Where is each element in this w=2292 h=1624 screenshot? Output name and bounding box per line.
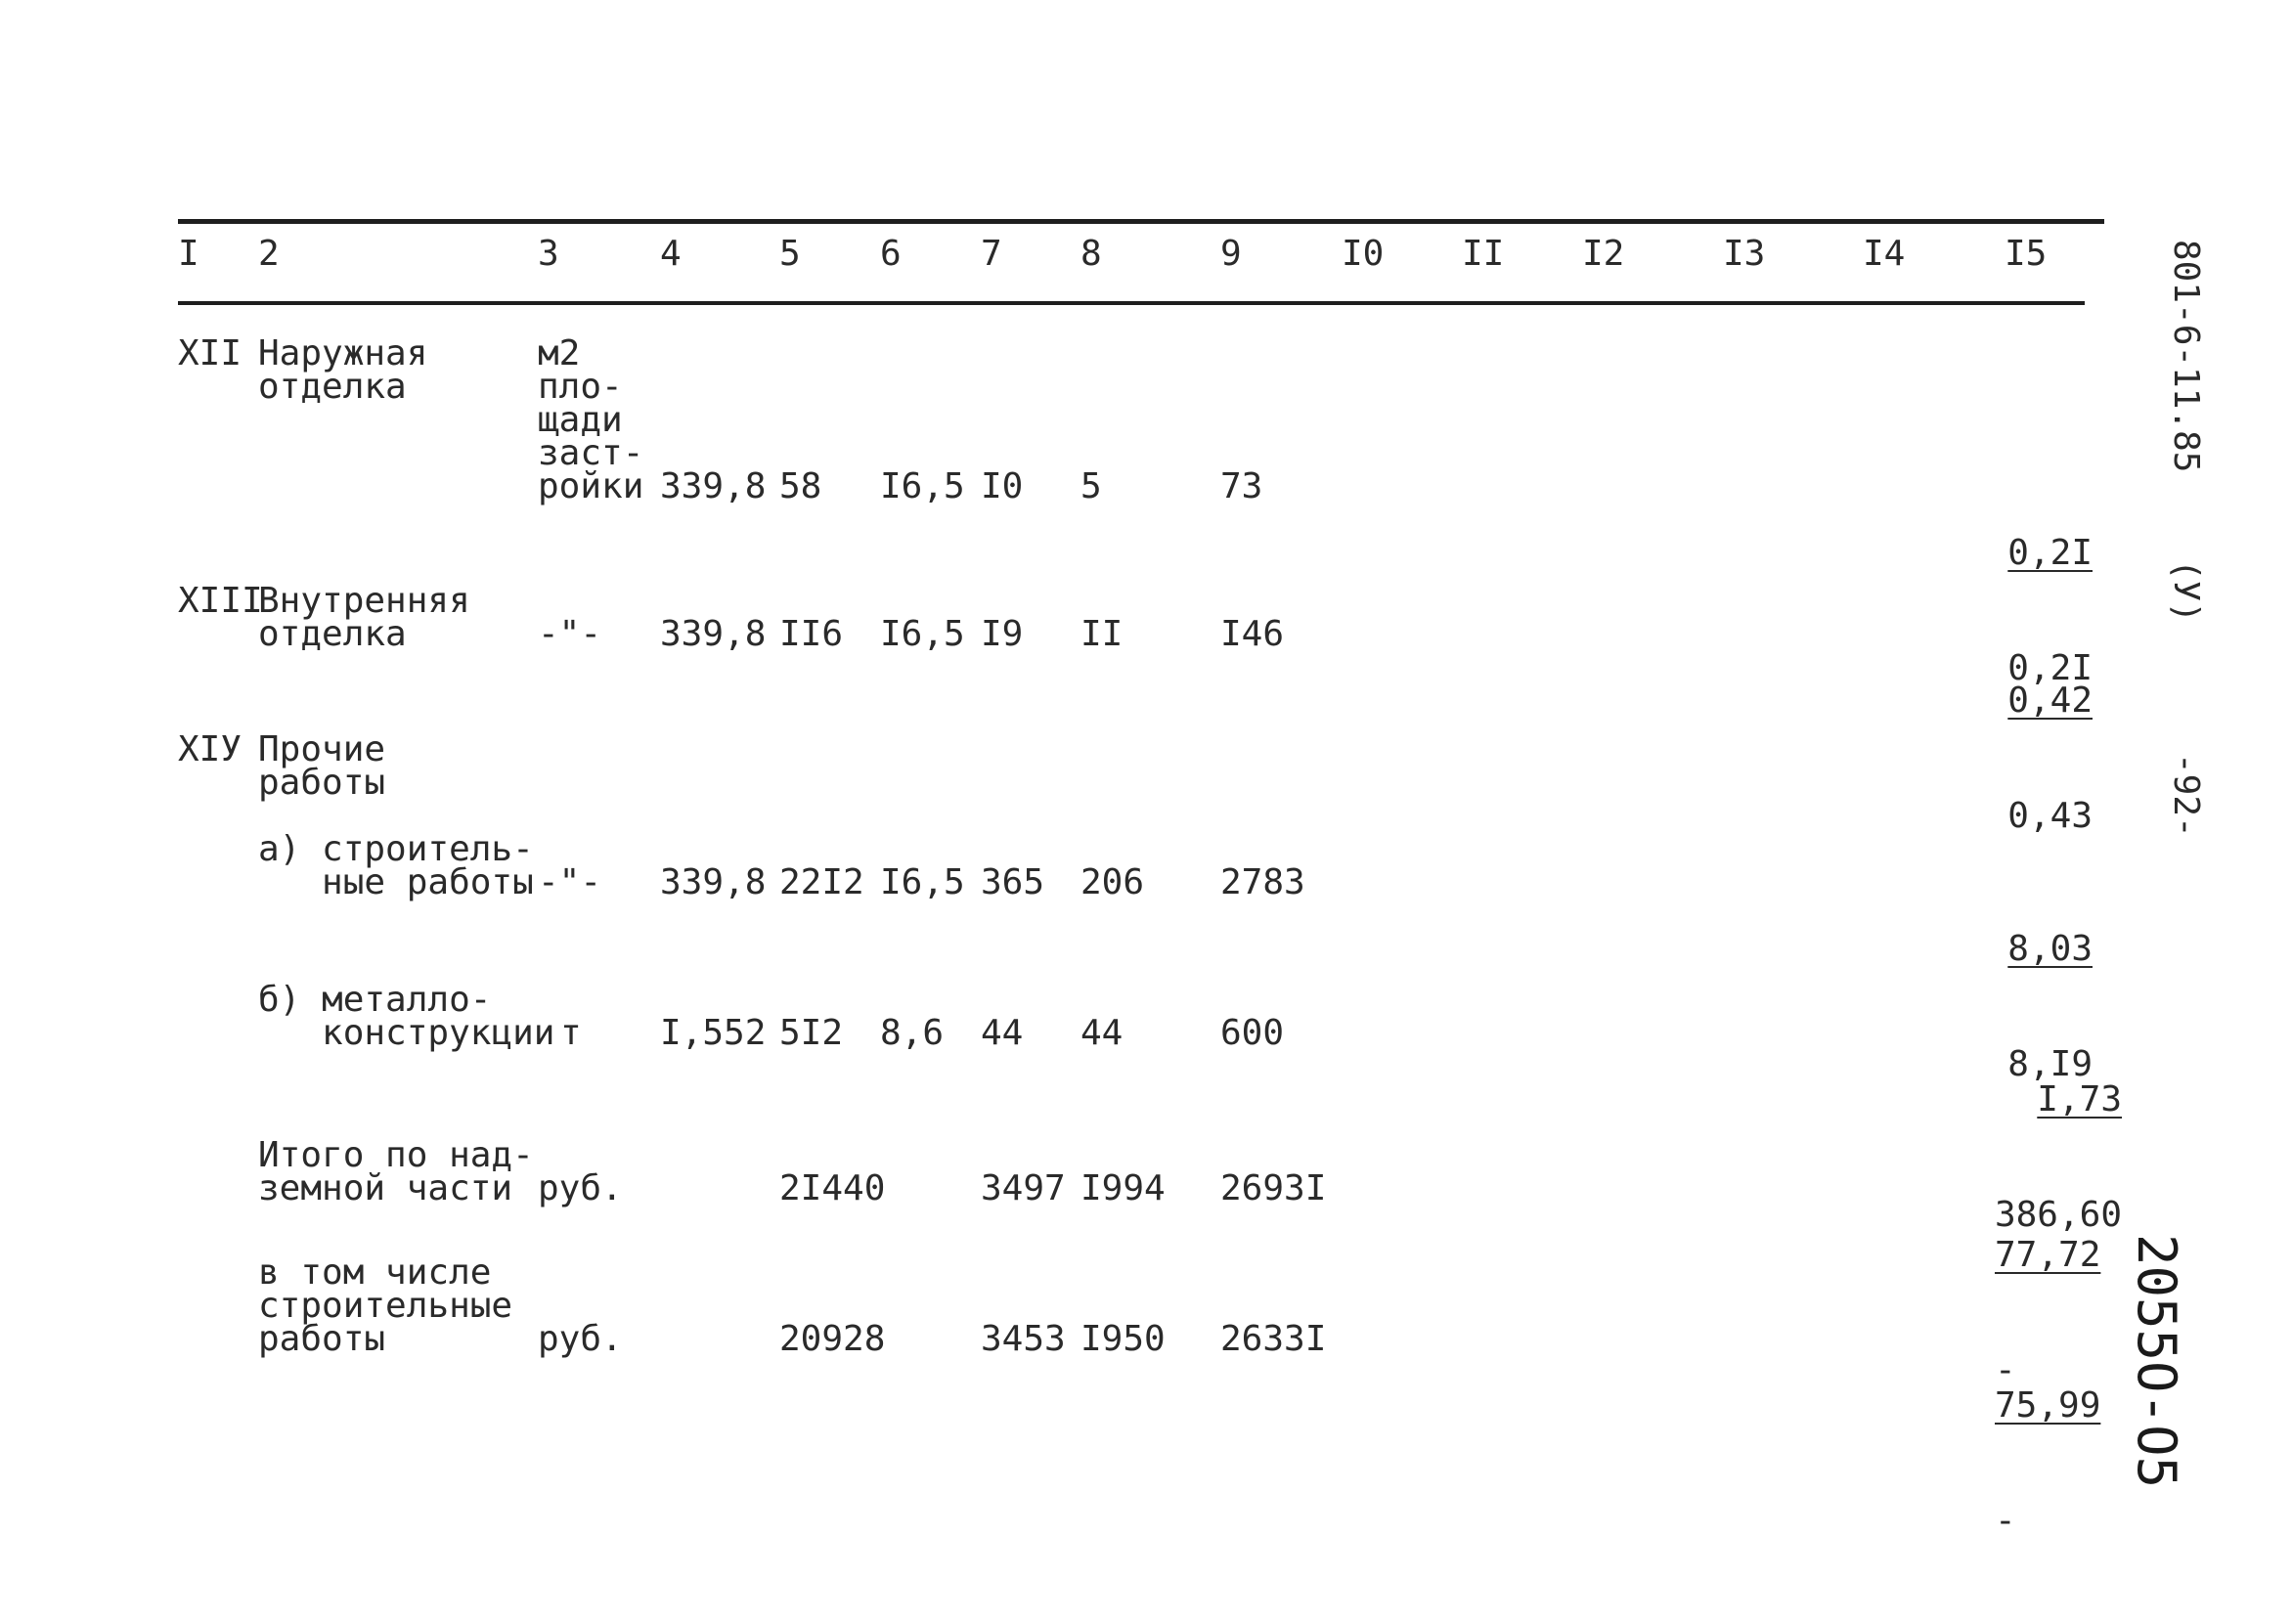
cell-col-9: 2693I xyxy=(1220,1168,1327,1208)
row-unit: -"- xyxy=(538,862,602,902)
cell-col-15-bottom: - xyxy=(1995,1350,2016,1390)
cell-col-15-bottom: 386,60 xyxy=(1994,1195,2122,1235)
header-col-15: I5 xyxy=(2005,234,2048,274)
header-col-13: I3 xyxy=(1723,234,1766,274)
header-col-11: II xyxy=(1462,234,1505,274)
cell-col-15-top: 0,42 xyxy=(2007,680,2093,721)
row-number: XIУ xyxy=(178,729,242,769)
row-unit: м2 пло- щади заст- ройки xyxy=(538,333,644,506)
cell-col-5: II6 xyxy=(779,614,844,654)
cell-col-15-bottom: 0,2I xyxy=(2007,648,2093,688)
cell-col-9: 2783 xyxy=(1220,862,1305,902)
table-top-rule xyxy=(178,219,2104,224)
cell-col-8: II xyxy=(1080,614,1124,654)
cell-col-8: I950 xyxy=(1080,1319,1166,1359)
header-col-2: 2 xyxy=(258,234,280,274)
cell-col-7: 3453 xyxy=(981,1319,1066,1359)
cell-col-8: 5 xyxy=(1080,466,1102,506)
inventory-number: 2055O-O5 xyxy=(2126,1234,2187,1489)
cell-col-6: I6,5 xyxy=(880,466,965,506)
cell-col-15-top: 8,03 xyxy=(2007,929,2093,969)
cell-col-8: I994 xyxy=(1080,1168,1166,1208)
cell-col-15 xyxy=(1995,1323,2102,1604)
header-col-1: I xyxy=(178,234,199,274)
row-name: Внутренняя отделка xyxy=(258,581,470,654)
sheet-mark: (У) xyxy=(2166,559,2206,624)
row-unit: -"- xyxy=(538,614,602,654)
cell-col-4: 339,8 xyxy=(660,862,767,902)
cell-col-7: 3497 xyxy=(981,1168,1066,1208)
row-name: Наружная отделка xyxy=(258,333,428,407)
cell-col-8: 44 xyxy=(1080,1013,1124,1053)
cell-col-15-bottom: 8,I9 xyxy=(2007,1044,2093,1084)
header-col-3: 3 xyxy=(538,234,559,274)
header-col-12: I2 xyxy=(1582,234,1625,274)
cell-col-7: 365 xyxy=(981,862,1045,902)
row-unit: руб. xyxy=(538,1319,623,1359)
cell-col-5: 22I2 xyxy=(779,862,864,902)
cell-col-6: 8,6 xyxy=(880,1013,945,1053)
header-bottom-rule xyxy=(178,301,2085,305)
cell-col-15-top: 0,2I xyxy=(2007,533,2093,573)
cell-col-7: I9 xyxy=(981,614,1024,654)
document-code: 801-6-11.85 xyxy=(2166,240,2206,473)
header-col-14: I4 xyxy=(1863,234,1906,274)
header-col-7: 7 xyxy=(981,234,1002,274)
row-name: б) металло- конструкции xyxy=(258,980,555,1053)
cell-col-7: 44 xyxy=(981,1013,1024,1053)
cell-col-15-top: 77,72 xyxy=(1995,1235,2101,1275)
cell-col-4: 339,8 xyxy=(660,614,767,654)
cell-col-15-top: I,73 xyxy=(2037,1079,2122,1119)
cell-col-15-bottom: 0,43 xyxy=(2007,796,2093,836)
cell-col-8: 206 xyxy=(1080,862,1145,902)
cell-col-9: I46 xyxy=(1220,614,1285,654)
cell-col-15 xyxy=(1995,618,2093,900)
cell-col-5: 5I2 xyxy=(779,1013,844,1053)
header-col-8: 8 xyxy=(1080,234,1102,274)
cell-col-15-bottom: - xyxy=(1995,1501,2016,1541)
cell-col-4: I,552 xyxy=(660,1013,767,1053)
cell-col-9: 600 xyxy=(1220,1013,1285,1053)
header-col-5: 5 xyxy=(779,234,801,274)
header-col-10: I0 xyxy=(1342,234,1385,274)
row-name: Итого по над- земной части xyxy=(258,1135,534,1208)
header-col-6: 6 xyxy=(880,234,902,274)
cell-col-4: 339,8 xyxy=(660,466,767,506)
cell-col-6: I6,5 xyxy=(880,614,965,654)
row-name: Прочие работы xyxy=(258,729,386,803)
row-number: XIII xyxy=(178,581,263,621)
row-unit: руб. xyxy=(538,1168,623,1208)
row-number: XII xyxy=(178,333,242,373)
cell-col-7: I0 xyxy=(981,466,1024,506)
header-col-4: 4 xyxy=(660,234,682,274)
cell-col-6: I6,5 xyxy=(880,862,965,902)
row-name: а) строитель- ные работы xyxy=(258,829,534,902)
cell-col-5: 58 xyxy=(779,466,822,506)
cell-col-9: 2633I xyxy=(1220,1319,1327,1359)
cell-col-15-top: 75,99 xyxy=(1995,1385,2101,1426)
page-number: -92- xyxy=(2166,753,2206,838)
cell-col-5: 2I440 xyxy=(779,1168,886,1208)
cell-col-5: 20928 xyxy=(779,1319,886,1359)
row-unit: т xyxy=(560,1013,582,1053)
row-name: в том числе строительные работы xyxy=(258,1252,513,1359)
header-col-9: 9 xyxy=(1220,234,1242,274)
cell-col-9: 73 xyxy=(1220,466,1263,506)
